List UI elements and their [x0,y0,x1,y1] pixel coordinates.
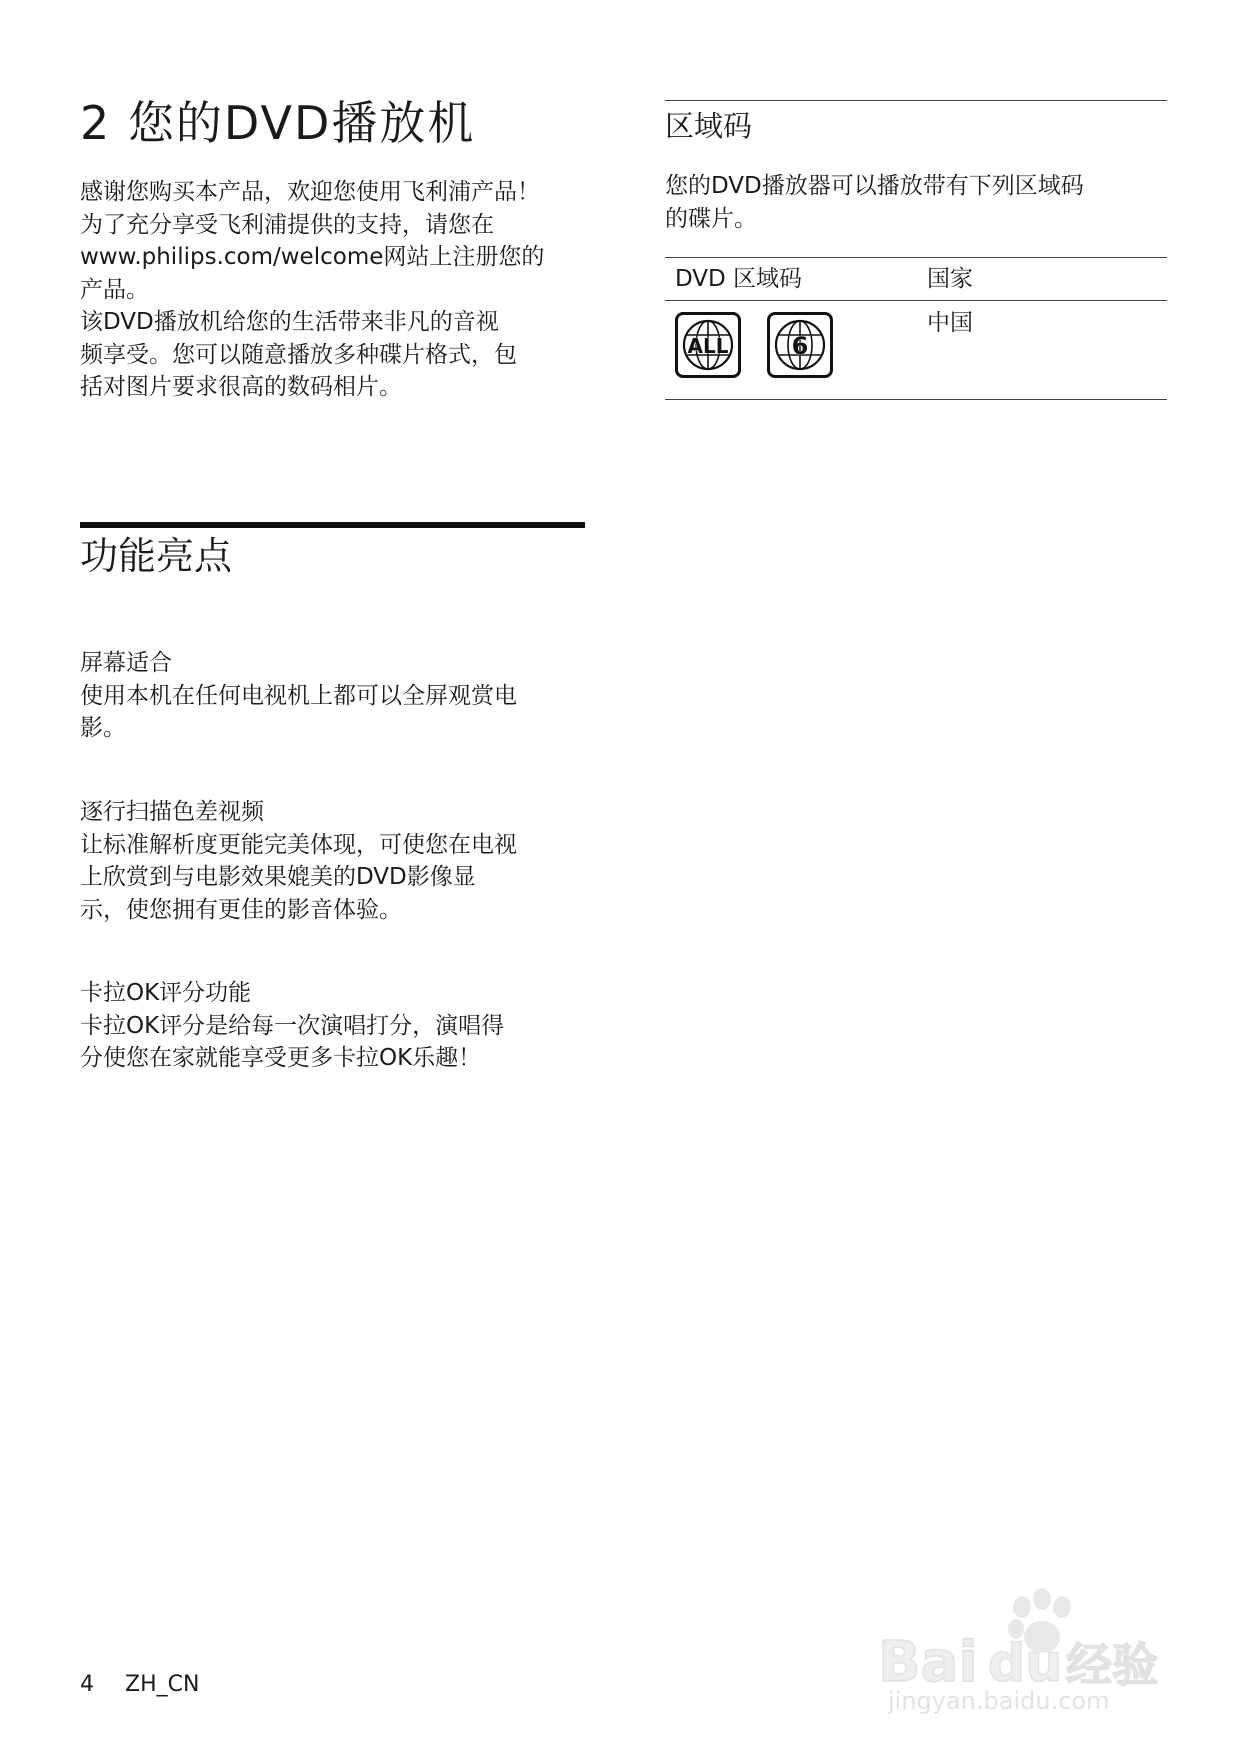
badge-label: ALL [687,334,729,358]
feature-heading: 逐行扫描色差视频 [80,799,264,825]
text-line: 为了充分享受飞利浦提供的支持，请您在 [80,211,494,238]
text-line: 的碟片。 [665,205,757,232]
text-line: 让标准解析度更能完美体现，可使您在电视 [80,831,517,858]
feature-heading: 屏幕适合 [80,650,172,676]
text-line: 产品。 [80,276,149,303]
text-line: 您的DVD播放器可以播放带有下列区域码 [665,173,1084,199]
text-line: 感谢您购买本产品，欢迎您使用飞利浦产品！ [80,179,540,205]
table-top-rule [665,257,1167,258]
table-header-country: 国家 [927,266,973,292]
text-line: www.philips.com/welcome网站上注册您的 [80,244,545,270]
section-divider [80,522,585,528]
language-code: ZH_CN [125,1672,200,1697]
text-line: 分使您在家就能享受更多卡拉OK乐趣！ [80,1045,482,1071]
text-line: 括对图片要求很高的数码相片。 [80,374,402,400]
region-6-globe-icon [772,317,828,373]
text-line: 示，使您拥有更佳的影音体验。 [80,896,402,923]
features-title: 功能亮点 [80,534,233,578]
region-all-globe-icon [680,317,736,373]
watermark-brand2: du [988,1634,1063,1694]
region-badge-all [675,312,741,378]
region-top-rule [665,100,1167,101]
text-line: 上欣赏到与电影效果媲美的DVD影像显 [80,864,476,890]
baidu-watermark [870,1585,1180,1715]
intro-paragraph-2 [80,306,585,404]
text-line: 使用本机在任何电视机上都可以全屏观赏电 [80,682,517,709]
text-line: 该DVD播放机给您的生活带来非凡的音视 [80,309,499,335]
feature-item [80,977,585,1075]
region-description [665,170,1167,235]
table-cell-country: 中国 [927,310,973,336]
table-header-region: DVD 区域码 [675,266,803,292]
region-title: 区域码 [665,109,753,143]
badge-label: 6 [791,332,809,360]
watermark-url: jingyan.baidu.com [888,1687,1110,1715]
page-number: 4 [80,1672,94,1697]
region-badge-6 [767,312,833,378]
chapter-title: 2 您的DVD播放机 [80,96,476,150]
text-line: 频享受。您可以随意播放多种碟片格式，包 [80,341,517,368]
feature-heading: 卡拉OK评分功能 [80,980,252,1006]
watermark-cn: 经验 [1066,1638,1158,1692]
table-bottom-rule [665,399,1167,400]
text-line: 影。 [80,715,126,741]
intro-paragraph-1 [80,176,585,306]
baidu-paw-icon [870,1585,1180,1715]
feature-item [80,647,585,745]
table-header-rule [665,300,1167,301]
text-line: 卡拉OK评分是给每一次演唱打分，演唱得 [80,1012,505,1039]
watermark-brand: Bai [878,1630,978,1695]
feature-item [80,796,585,926]
